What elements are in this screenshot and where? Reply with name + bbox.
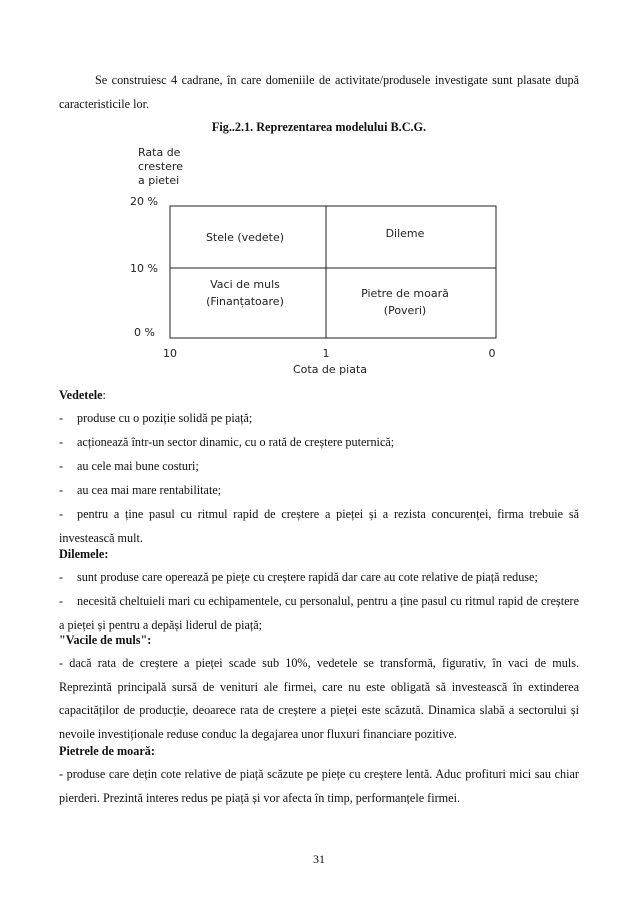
- dilemele-heading: Dilemele:: [59, 547, 109, 561]
- vedetele-heading: [59, 388, 579, 403]
- dilemele-item: [59, 590, 579, 637]
- quadrant-cash-cows-label: Vaci de muls: [210, 278, 280, 291]
- vedetele-item-text: produse cu o poziție solidă pe piață;: [77, 411, 253, 425]
- bullet-dash: -: [59, 435, 64, 449]
- quadrant-dilemmas-label: Dileme: [385, 227, 425, 240]
- y-tick-20: 20 %: [130, 195, 158, 208]
- vedetele-heading-colon: :: [102, 388, 106, 402]
- dilemele-item: [59, 566, 579, 590]
- x-tick-1: 1: [322, 347, 330, 360]
- quadrant-stars-label: Stele (vedete): [205, 231, 285, 244]
- quadrant-cash-cows-sublabel: (Finanțatoare): [206, 295, 284, 308]
- bullet-dash: -: [59, 483, 64, 497]
- vedetele-item: [59, 455, 579, 479]
- bullet-dash: -: [59, 459, 64, 473]
- vedetele-item-text: au cele mai bune costuri;: [77, 459, 199, 473]
- vedetele-item: [59, 431, 579, 455]
- x-axis-title: Cota de piata: [292, 363, 368, 376]
- vacile-paragraph: - dacă rata de creștere a pieței scade sub 10%, vedetele se transformă, figurativ, în vaci de muls. Reprezintă principală sursă de venituri ale firmei, care nu este obligată să investească în extinderea capacităților de producție, deoarece rata de creștere a pieței este scăzută. Dinamica slabă a sectorului și nevoile investiționale reduse conduc la degajarea unor fluxuri financiare pozitive.: [59, 656, 579, 741]
- vedetele-item: [59, 479, 579, 503]
- vedetele-item-text: acționează într-un sector dinamic, cu o rată de creștere puternică;: [77, 435, 395, 449]
- x-tick-0: 0: [488, 347, 496, 360]
- dilemele-item-text: sunt produse care operează pe piețe cu creștere rapidă dar care au cote relative de piață reduse;: [77, 570, 538, 584]
- y-axis-title-line-1: Rata de: [138, 146, 181, 159]
- y-tick-10: 10 %: [130, 262, 158, 275]
- x-tick-10: 10: [163, 347, 177, 360]
- figure-caption: Fig..2.1. Reprezentarea modelului B.C.G.: [211, 120, 427, 134]
- y-axis-title-line-2: crestere: [138, 160, 183, 173]
- vedetele-item-text: au cea mai mare rentabilitate;: [77, 483, 222, 497]
- vedetele-item: [59, 503, 579, 550]
- pietrele-heading: Pietrele de moară:: [59, 744, 155, 758]
- y-axis-title-line-3: a pietei: [138, 174, 180, 187]
- quadrant-dogs-label: Pietre de moară: [361, 287, 449, 300]
- bullet-dash: -: [59, 594, 64, 608]
- bcg-matrix-diagram: [120, 140, 510, 380]
- y-tick-0: 0 %: [134, 326, 155, 339]
- quadrant-dogs-sublabel: (Poveri): [383, 304, 427, 317]
- bullet-dash: -: [59, 411, 64, 425]
- page-number: 31: [313, 852, 325, 866]
- vedetele-heading-text: Vedetele: [59, 388, 103, 402]
- vacile-heading: "Vacile de muls":: [59, 633, 152, 647]
- bullet-dash: -: [59, 570, 64, 584]
- vedetele-item: [59, 407, 579, 431]
- intro-paragraph: Se construiesc 4 cadrane, în care domeniile de activitate/produsele investigate sunt plasate după caracteristicile lor.: [59, 73, 579, 111]
- bullet-dash: -: [59, 507, 64, 521]
- vedetele-item-text: pentru a ține pasul cu ritmul rapid de creștere a pieței și a rezista concurenței, firma trebuie să investească mult.: [59, 507, 579, 545]
- pietrele-paragraph: - produse care dețin cote relative de piață scăzute pe piețe cu creștere lentă. Aduc profituri mici sau chiar pierderi. Prezintă interes redus pe piață și vor afecta în timp, performanțele firmei.: [59, 767, 579, 805]
- matrix-border: [170, 206, 496, 338]
- dilemele-item-text: necesită cheltuieli mari cu echipamentele, cu personalul, pentru a ține pasul cu ritmul rapid de creștere a pieței și pentru a depăși liderul de piață;: [59, 594, 579, 632]
